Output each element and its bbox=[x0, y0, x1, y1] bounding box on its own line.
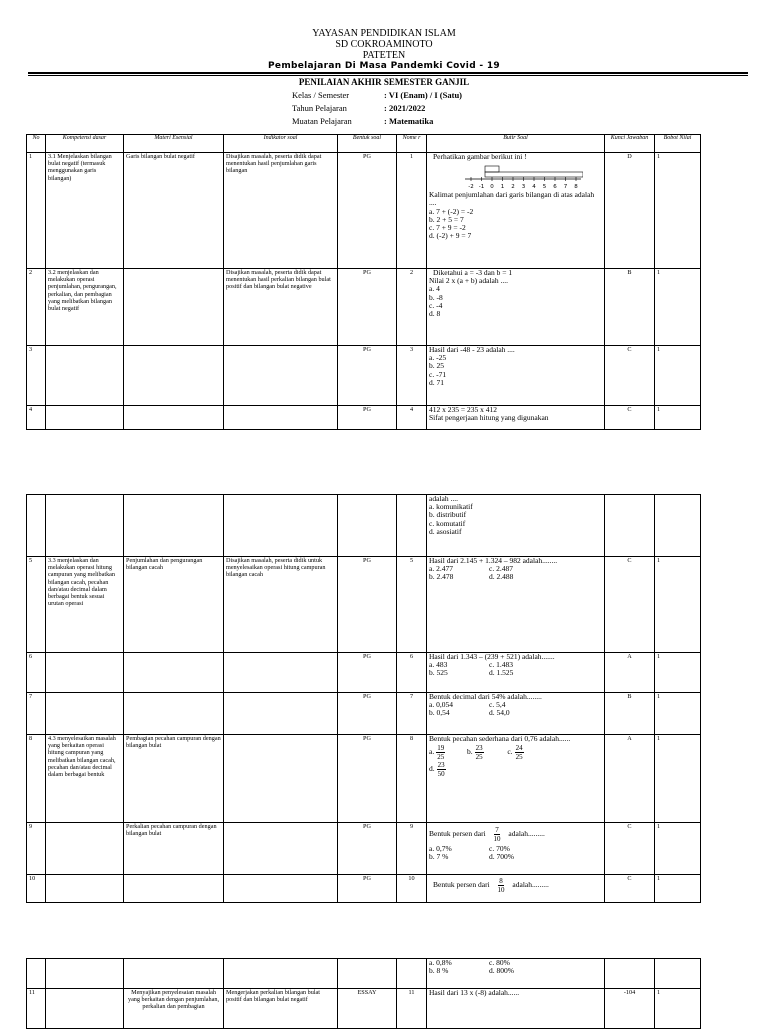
option: c. -71 bbox=[429, 369, 447, 379]
option-grid bbox=[429, 661, 602, 677]
row-no: 6 bbox=[27, 653, 46, 693]
materi-cell bbox=[124, 693, 224, 735]
option: a. -25 bbox=[429, 353, 447, 363]
col-header: Butir Soal bbox=[427, 135, 605, 153]
kunci-cell: -104 bbox=[605, 989, 655, 1029]
foundation-name: YAYASAN PENDIDIKAN ISLAM bbox=[312, 28, 456, 39]
option: d. 8 bbox=[429, 309, 441, 319]
bobot-cell: 1 bbox=[655, 875, 701, 903]
number-line-tick-label: -2 bbox=[468, 184, 474, 190]
indikator-cell bbox=[224, 346, 338, 406]
question-cell bbox=[427, 495, 605, 557]
row-no: 8 bbox=[27, 735, 46, 823]
number-line-tick-label: 7 bbox=[563, 184, 568, 190]
kd-cell bbox=[46, 693, 124, 735]
fraction bbox=[475, 744, 484, 761]
col-header: Bentuk soal bbox=[338, 135, 397, 153]
question-text: Nilai 2 x (a + b) adalah .... bbox=[429, 276, 508, 286]
number-line-tick-label: 3 bbox=[521, 184, 526, 190]
option-grid bbox=[429, 701, 602, 717]
bentuk-cell: PG bbox=[338, 653, 397, 693]
question-cell bbox=[427, 693, 605, 735]
question-text: 412 x 235 = 235 x 412 bbox=[429, 405, 497, 414]
question-text: Kalimat penjumlahan dari garis bilangan di atas adalah .... bbox=[429, 190, 595, 208]
bentuk-cell: PG bbox=[338, 557, 397, 653]
option: b. 7 % bbox=[429, 852, 449, 862]
kunci-cell: C bbox=[605, 406, 655, 430]
option-grid bbox=[429, 845, 602, 861]
fraction-options bbox=[429, 744, 602, 761]
numerator: 24 bbox=[515, 744, 523, 753]
bobot-cell: 1 bbox=[655, 823, 701, 875]
table-row bbox=[27, 346, 701, 406]
option: b. 2.478 bbox=[429, 572, 454, 582]
indikator-cell bbox=[224, 406, 338, 430]
table-row bbox=[27, 875, 701, 903]
question-text: adalah .... bbox=[429, 494, 458, 503]
nomor-cell: 9 bbox=[397, 823, 427, 875]
meta-row bbox=[292, 89, 462, 102]
materi-cell: Perkalian pecahan campuran dengan bilangan bulat bbox=[124, 823, 224, 875]
option-letter: a. bbox=[429, 747, 435, 757]
meta-value: : Matematika bbox=[384, 116, 434, 126]
question-cell bbox=[427, 557, 605, 653]
header-divider-thin bbox=[28, 75, 748, 76]
indikator-cell bbox=[224, 735, 338, 823]
number-line-tick-label: 0 bbox=[490, 184, 494, 190]
nomor-cell: 7 bbox=[397, 693, 427, 735]
materi-cell bbox=[124, 653, 224, 693]
question-grid-page-2 bbox=[26, 494, 701, 903]
indikator-cell bbox=[224, 823, 338, 875]
row-no: 4 bbox=[27, 406, 46, 430]
question-text: Hasil dari 1.343 – (239 + 521) adalah....... bbox=[429, 652, 555, 661]
option: c. 80% bbox=[489, 958, 510, 967]
kunci-cell: B bbox=[605, 269, 655, 346]
fraction-options bbox=[429, 761, 602, 778]
meta-label: Tahun Pelajaran bbox=[292, 103, 347, 113]
table-row bbox=[27, 153, 701, 269]
option-letter: d. bbox=[429, 764, 435, 774]
kd-cell bbox=[46, 875, 124, 903]
option-letter: b. bbox=[466, 747, 473, 757]
option: d. 2.488 bbox=[489, 572, 514, 582]
kd-cell bbox=[46, 823, 124, 875]
option: c. komutatif bbox=[429, 518, 466, 528]
row-no: 2 bbox=[27, 269, 46, 346]
option: c. 70% bbox=[489, 844, 510, 853]
denominator: 25 bbox=[515, 753, 523, 762]
kunci-cell: D bbox=[605, 153, 655, 269]
indikator-cell: Disajikan masalah, peserta didik dapat menentukan hasil perkalian bilangan bulat positif dan bilangan bulat negative bbox=[224, 269, 338, 346]
option: a. komunikatif bbox=[429, 502, 473, 512]
row-no bbox=[27, 495, 46, 557]
meta-value: : 2021/2022 bbox=[384, 103, 426, 113]
nomor-cell: 2 bbox=[397, 269, 427, 346]
option: a. 0,7% bbox=[429, 844, 452, 853]
table-row bbox=[27, 406, 701, 430]
materi-cell: Penjumlahan dan pengurangan bilangan cacah bbox=[124, 557, 224, 653]
number-line-tick-label: 1 bbox=[500, 184, 505, 190]
program-title-text: Pembelajaran Di Masa Pandemki Covid - 19 bbox=[268, 61, 500, 71]
option: c. 7 + 9 = -2 bbox=[429, 223, 466, 233]
option: c. 5,4 bbox=[489, 700, 506, 710]
numerator: 7 bbox=[495, 826, 499, 834]
question-cell bbox=[427, 653, 605, 693]
question-cell bbox=[427, 875, 605, 903]
meta-label: Kelas / Semester bbox=[292, 90, 350, 100]
table-row bbox=[27, 269, 701, 346]
option: b. 2 + 5 = 7 bbox=[429, 214, 464, 224]
nomor-cell bbox=[397, 959, 427, 989]
option-grid bbox=[429, 959, 602, 975]
kunci-cell: C bbox=[605, 823, 655, 875]
kunci-cell: A bbox=[605, 735, 655, 823]
meta-row bbox=[292, 102, 462, 115]
indikator-cell bbox=[224, 875, 338, 903]
meta-row bbox=[292, 115, 462, 128]
option: b. 25 bbox=[429, 361, 444, 371]
table-row bbox=[27, 959, 701, 989]
exam-title: PENILAIAN AKHIR SEMESTER GANJIL bbox=[298, 77, 470, 87]
question-cell bbox=[427, 735, 605, 823]
indikator-cell: Mengerjakan perkalian bilangan bulat positif dan bilangan bulat negatif bbox=[224, 989, 338, 1029]
table-row bbox=[27, 557, 701, 653]
question-cell bbox=[427, 959, 605, 989]
col-header: Kompetensi dasar bbox=[46, 135, 124, 153]
option: d. 1.525 bbox=[489, 668, 514, 678]
nomor-cell bbox=[397, 495, 427, 557]
meta-value: : VI (Enam) / I (Satu) bbox=[384, 90, 463, 100]
table-row bbox=[27, 693, 701, 735]
row-no: 9 bbox=[27, 823, 46, 875]
materi-cell bbox=[124, 959, 224, 989]
bobot-cell: 1 bbox=[655, 693, 701, 735]
bobot-cell: 1 bbox=[655, 153, 701, 269]
bentuk-cell: PG bbox=[338, 693, 397, 735]
indikator-cell bbox=[224, 959, 338, 989]
option: a. 0,054 bbox=[429, 700, 453, 710]
materi-cell bbox=[124, 346, 224, 406]
kd-cell: 3.1 Menjelaskan bilangan bulat negatif (termasuk menggunakan garis bilangan) bbox=[46, 153, 124, 269]
header-divider bbox=[28, 72, 748, 74]
numerator: 23 bbox=[437, 761, 445, 770]
nomor-cell: 8 bbox=[397, 735, 427, 823]
question-text: Sifat pengerjaan hitung yang digunakan bbox=[429, 413, 549, 423]
materi-cell: Menyajikan penyelesaian masalah yang berkaitan dengan penjumlahan, perkalian dan pembagian bbox=[124, 989, 224, 1029]
kd-cell: 3.2 menjelaskan dan melakukan operasi penjumlahan, pengurangan, perkalian, dan pembagian yang melibatkan bilangan bulat negatif bbox=[46, 269, 124, 346]
question-text bbox=[429, 877, 602, 894]
nomor-cell: 6 bbox=[397, 653, 427, 693]
question-text bbox=[429, 826, 602, 843]
row-no: 10 bbox=[27, 875, 46, 903]
bentuk-cell: ESSAY bbox=[338, 989, 397, 1029]
question-post: adalah......... bbox=[508, 829, 545, 839]
village-name: PATETEN bbox=[362, 50, 406, 61]
indikator-cell: Disajikan masalah, peserta didik untuk menyelesaikan operasi hitung campuran bilangan cacah bbox=[224, 557, 338, 653]
row-no: 1 bbox=[27, 153, 46, 269]
bobot-cell: 1 bbox=[655, 406, 701, 430]
number-line-tick-label: 6 bbox=[553, 184, 557, 190]
row-no: 3 bbox=[27, 346, 46, 406]
question-cell bbox=[427, 346, 605, 406]
question-pre: Bentuk persen dari bbox=[433, 880, 490, 890]
option: b. distributif bbox=[429, 510, 467, 520]
program-title bbox=[0, 60, 768, 72]
question-text: Bentuk pecahan sederhana dari 0,76 adalah...... bbox=[429, 734, 571, 743]
bobot-cell: 1 bbox=[655, 269, 701, 346]
question-cell bbox=[427, 989, 605, 1029]
kd-cell bbox=[46, 495, 124, 557]
bobot-cell bbox=[655, 959, 701, 989]
option: c. 1.483 bbox=[489, 660, 513, 670]
table-row bbox=[27, 495, 701, 557]
nomor-cell: 5 bbox=[397, 557, 427, 653]
bobot-cell: 1 bbox=[655, 346, 701, 406]
kd-cell bbox=[46, 653, 124, 693]
denominator: 10 bbox=[497, 886, 505, 894]
table-row bbox=[27, 735, 701, 823]
question-grid-page-3 bbox=[26, 958, 701, 1029]
col-header: Indikator soal bbox=[224, 135, 338, 153]
meta-label: Muatan Pelajaran bbox=[292, 116, 352, 126]
bentuk-cell: PG bbox=[338, 823, 397, 875]
numerator: 23 bbox=[475, 744, 483, 753]
option: d. 800% bbox=[489, 966, 514, 976]
kd-cell: 4.3 menyelesaikan masalah yang berkaitan operasi hitung campuran yang melibatkan bilangan cacah, pecahan dan/atau decimal dalam berbagai bentuk bbox=[46, 735, 124, 823]
question-text: Bentuk decimal dari 54% adalah........ bbox=[429, 692, 542, 701]
bentuk-cell bbox=[338, 959, 397, 989]
question-cell bbox=[427, 269, 605, 346]
option-grid bbox=[429, 565, 602, 581]
number-line-tick-label: 5 bbox=[542, 184, 547, 190]
row-no: 11 bbox=[27, 989, 46, 1029]
row-no: 5 bbox=[27, 557, 46, 653]
option: a. 7 + (-2) = -2 bbox=[429, 206, 474, 216]
kd-cell: 3.3 menjelaskan dan melakukan operasi hitung campuran yang melibatkan bilangan cacah, pecahan dan/atau decimal dalam berbagai bentuk sesuai urutan operasi bbox=[46, 557, 124, 653]
bentuk-cell: PG bbox=[338, 875, 397, 903]
question-intro: Diketahui a = -3 dan b = 1 bbox=[433, 268, 513, 277]
exam-meta bbox=[292, 89, 462, 128]
col-header: No bbox=[27, 135, 46, 153]
kunci-cell: C bbox=[605, 557, 655, 653]
question-text: Hasil dari 2.145 + 1.324 – 982 adalah........ bbox=[429, 556, 558, 565]
bentuk-cell: PG bbox=[338, 346, 397, 406]
option: b. -8 bbox=[429, 292, 443, 302]
col-header: Kunci Jawaban bbox=[605, 135, 655, 153]
materi-cell bbox=[124, 495, 224, 557]
option: d. 71 bbox=[429, 377, 444, 387]
option: a. 4 bbox=[429, 284, 440, 294]
kd-cell bbox=[46, 989, 124, 1029]
option: d. 700% bbox=[489, 852, 514, 862]
number-line-tick-label: -1 bbox=[478, 184, 485, 190]
fraction bbox=[437, 761, 446, 778]
materi-cell bbox=[124, 875, 224, 903]
table-row bbox=[27, 653, 701, 693]
materi-cell bbox=[124, 269, 224, 346]
denominator: 25 bbox=[475, 753, 483, 762]
indikator-cell: Disajikan masalah, peserta didik dapat menentukan hasil penjumlahan garis bilangan bbox=[224, 153, 338, 269]
bentuk-cell: PG bbox=[338, 406, 397, 430]
question-post: adalah......... bbox=[512, 880, 549, 890]
col-header: Bobot Nilai bbox=[655, 135, 701, 153]
fraction bbox=[436, 744, 445, 761]
school-name: SD COKROAMINOTO bbox=[335, 39, 433, 50]
kd-cell bbox=[46, 406, 124, 430]
bobot-cell bbox=[655, 495, 701, 557]
option: b. 8 % bbox=[429, 966, 449, 976]
materi-cell: Pembagian pecahan campuran dengan bilangan bulat bbox=[124, 735, 224, 823]
option: b. 0,54 bbox=[429, 708, 450, 718]
nomor-cell: 1 bbox=[397, 153, 427, 269]
option: a. 0,8% bbox=[429, 958, 452, 967]
nomor-cell: 3 bbox=[397, 346, 427, 406]
option: c. -4 bbox=[429, 300, 443, 310]
option: a. 2.477 bbox=[429, 564, 453, 574]
materi-cell bbox=[124, 406, 224, 430]
option: b. 525 bbox=[429, 668, 448, 678]
bentuk-cell: PG bbox=[338, 153, 397, 269]
kunci-cell bbox=[605, 959, 655, 989]
denominator: 25 bbox=[437, 753, 445, 762]
col-header: Nome r bbox=[397, 135, 427, 153]
bobot-cell: 1 bbox=[655, 557, 701, 653]
bobot-cell: 1 bbox=[655, 653, 701, 693]
option: c. 2.487 bbox=[489, 564, 513, 574]
option-letter: c. bbox=[507, 747, 513, 757]
question-cell bbox=[427, 406, 605, 430]
numerator: 8 bbox=[499, 877, 503, 885]
kunci-cell: B bbox=[605, 693, 655, 735]
indikator-cell bbox=[224, 495, 338, 557]
kunci-cell: C bbox=[605, 875, 655, 903]
question-text: Hasil dari 13 x (-8) adalah...... bbox=[429, 988, 520, 997]
denominator: 50 bbox=[437, 770, 445, 779]
kd-cell bbox=[46, 959, 124, 989]
nomor-cell: 11 bbox=[397, 989, 427, 1029]
question-intro: Perhatikan gambar berikut ini ! bbox=[433, 152, 527, 161]
option: a. 483 bbox=[429, 660, 448, 670]
kunci-cell bbox=[605, 495, 655, 557]
indikator-cell bbox=[224, 653, 338, 693]
kd-cell bbox=[46, 346, 124, 406]
row-no bbox=[27, 959, 46, 989]
option: d. asosiatif bbox=[429, 526, 462, 536]
col-header: Materi Esensial bbox=[124, 135, 224, 153]
bobot-cell: 1 bbox=[655, 989, 701, 1029]
fraction bbox=[515, 744, 524, 761]
table-row bbox=[27, 823, 701, 875]
number-line-figure bbox=[463, 163, 583, 189]
question-cell bbox=[427, 153, 605, 269]
table-row bbox=[27, 989, 701, 1029]
row-no: 7 bbox=[27, 693, 46, 735]
indikator-cell bbox=[224, 693, 338, 735]
question-pre: Bentuk persen dari bbox=[429, 829, 486, 839]
fraction bbox=[498, 877, 505, 894]
fraction bbox=[494, 826, 501, 843]
question-cell bbox=[427, 823, 605, 875]
materi-cell: Garis bilangan bulat negatif bbox=[124, 153, 224, 269]
kunci-cell: C bbox=[605, 346, 655, 406]
kunci-cell: A bbox=[605, 653, 655, 693]
nomor-cell: 10 bbox=[397, 875, 427, 903]
number-line-tick-label: 2 bbox=[511, 184, 515, 190]
number-line-tick-label: 4 bbox=[532, 184, 536, 190]
bentuk-cell: PG bbox=[338, 269, 397, 346]
numerator: 19 bbox=[437, 744, 445, 753]
header-row bbox=[27, 135, 701, 153]
nomor-cell: 4 bbox=[397, 406, 427, 430]
question-grid-page-1 bbox=[26, 134, 701, 430]
option: d. 54,0 bbox=[489, 708, 510, 718]
question-text: Hasil dari -48 - 23 adalah .... bbox=[429, 345, 515, 354]
bentuk-cell bbox=[338, 495, 397, 557]
bobot-cell: 1 bbox=[655, 735, 701, 823]
bentuk-cell: PG bbox=[338, 735, 397, 823]
denominator: 10 bbox=[493, 835, 501, 843]
option: d. (-2) + 9 = 7 bbox=[429, 231, 472, 241]
number-line-tick-label: 8 bbox=[574, 184, 578, 190]
